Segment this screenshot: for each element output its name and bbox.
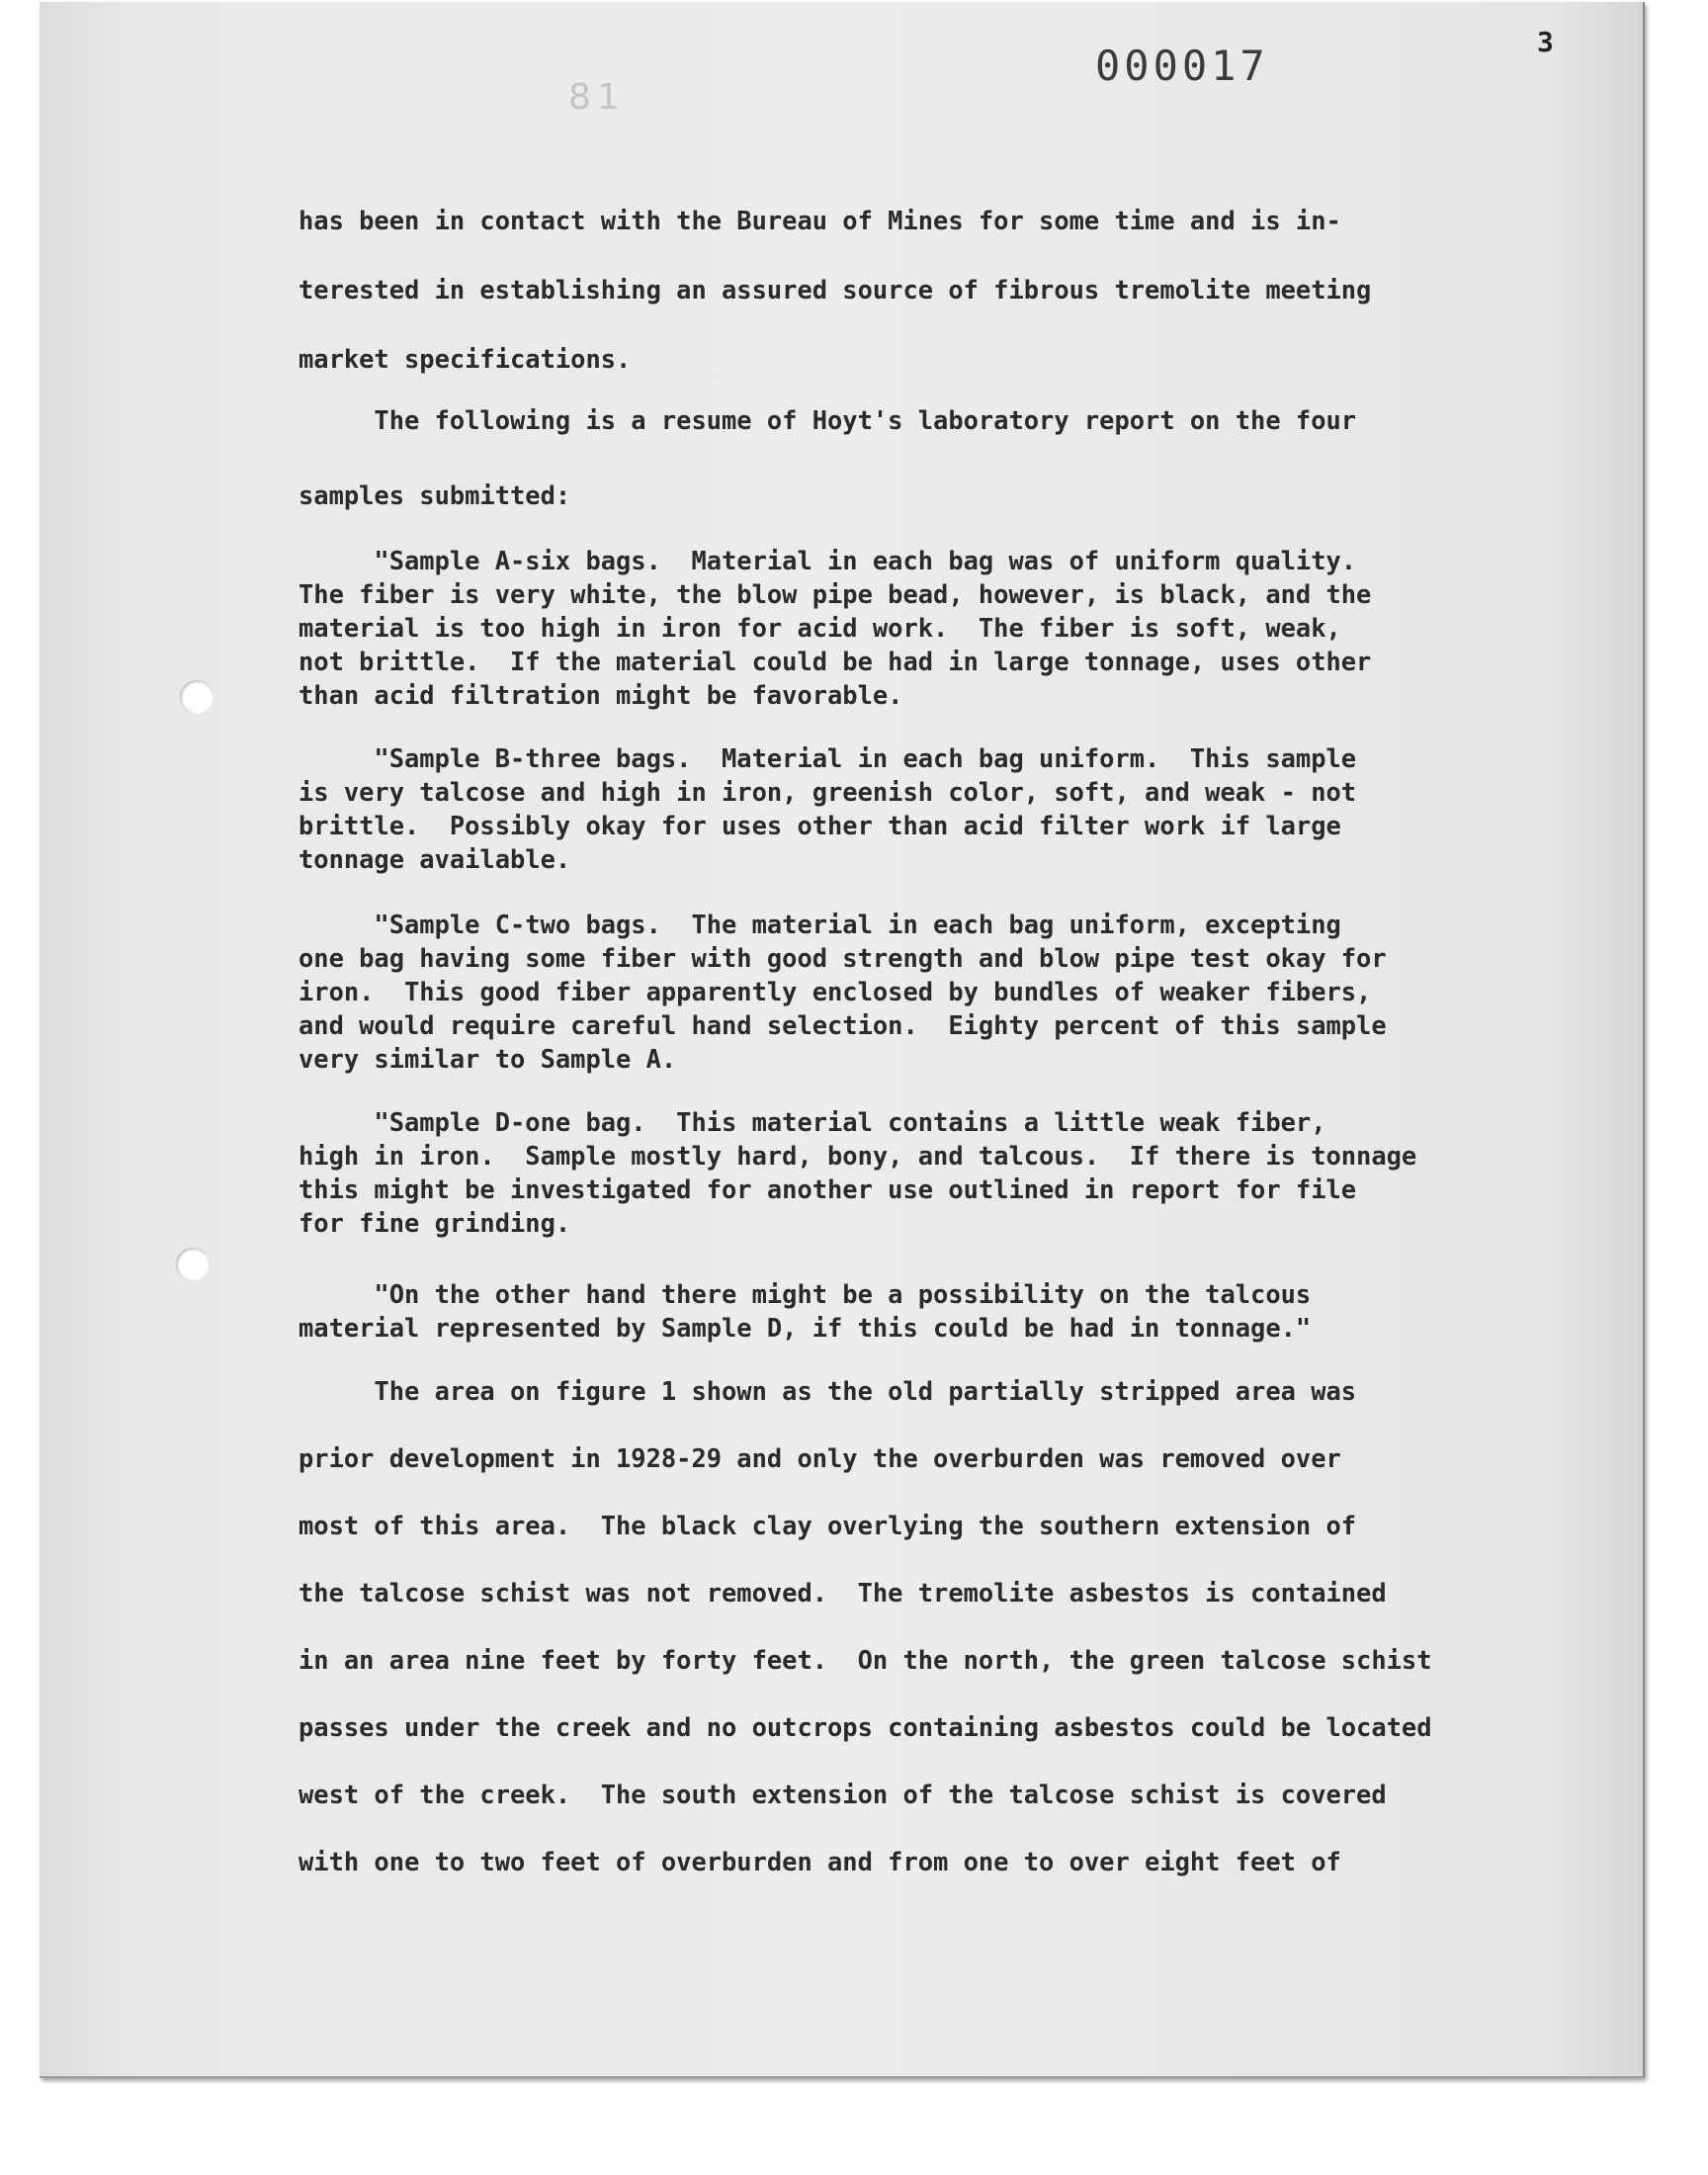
faint-stamp: 81 [568, 77, 626, 118]
paper-sheet [40, 2, 1645, 2078]
text-line: high in iron. Sample mostly hard, bony, and talcous. If there is tonnage [299, 1141, 1417, 1171]
text-line: "Sample B-three bags. Material in each bag uniform. This sample [299, 743, 1357, 773]
text-line: market specifications. [299, 344, 632, 374]
text-line: for fine grinding. [299, 1208, 571, 1238]
text-line: the talcose schist was not removed. The tremolite asbestos is contained [299, 1578, 1387, 1608]
text-line: not brittle. If the material could be had in large tonnage, uses other [299, 647, 1372, 676]
text-line: west of the creek. The south extension of the talcose schist is covered [299, 1780, 1387, 1809]
text-line: one bag having some fiber with good strength and blow pipe test okay for [299, 943, 1387, 973]
text-line: terested in establishing an assured source of fibrous tremolite meeting [299, 275, 1372, 304]
page-number: 3 [1537, 26, 1554, 58]
text-line: iron. This good fiber apparently enclosed by bundles of weaker fibers, [299, 977, 1372, 1006]
text-line: in an area nine feet by forty feet. On the north, the green talcose schist [299, 1645, 1432, 1675]
text-line: very similar to Sample A. [299, 1044, 677, 1074]
text-line: tonnage available. [299, 844, 571, 874]
text-line: samples submitted: [299, 480, 571, 510]
text-line: with one to two feet of overburden and from one to over eight feet of [299, 1847, 1341, 1876]
text-line: passes under the creek and no outcrops containing asbestos could be located [299, 1712, 1432, 1742]
text-line: "Sample A-six bags. Material in each bag was of uniform quality. [299, 546, 1357, 575]
text-line: than acid filtration might be favorable. [299, 680, 903, 710]
text-line: this might be investigated for another use outlined in report for file [299, 1174, 1357, 1204]
text-line: The area on figure 1 shown as the old partially stripped area was [299, 1376, 1357, 1406]
punch-hole-upper [180, 680, 214, 714]
text-line: "On the other hand there might be a possibility on the talcous [299, 1279, 1312, 1309]
text-line: brittle. Possibly okay for uses other than acid filter work if large [299, 811, 1341, 840]
text-line: most of this area. The black clay overlying the southern extension of [299, 1511, 1357, 1540]
text-line: has been in contact with the Bureau of Mines for some time and is in- [299, 206, 1341, 235]
text-line: material represented by Sample D, if this could be had in tonnage." [299, 1313, 1312, 1343]
text-line: "Sample D-one bag. This material contains a little weak fiber, [299, 1107, 1326, 1137]
text-line: material is too high in iron for acid work. The fiber is soft, weak, [299, 613, 1341, 643]
text-line: is very talcose and high in iron, greenish color, soft, and weak - not [299, 777, 1357, 807]
text-line: The following is a resume of Hoyt's laboratory report on the four [299, 405, 1357, 435]
punch-hole-lower [176, 1248, 210, 1281]
text-line: prior development in 1928-29 and only the overburden was removed over [299, 1443, 1341, 1473]
text-line: The fiber is very white, the blow pipe bead, however, is black, and the [299, 579, 1372, 609]
text-line: and would require careful hand selection. Eighty percent of this sample [299, 1010, 1387, 1040]
document-number: 000017 [1095, 42, 1269, 90]
text-line: "Sample C-two bags. The material in each bag uniform, excepting [299, 910, 1341, 939]
